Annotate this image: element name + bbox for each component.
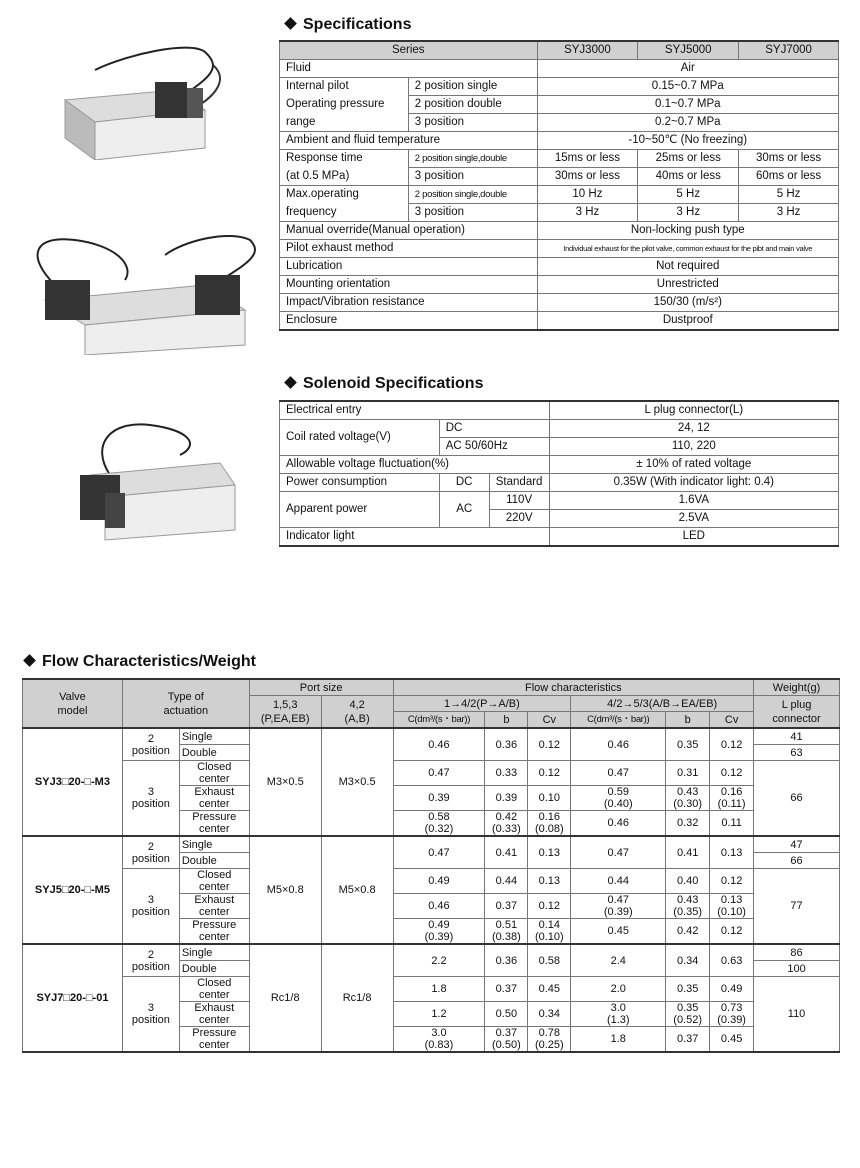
table-cell: Series — [280, 41, 538, 60]
table-cell: 0.58 (0.32) — [393, 811, 485, 837]
table-cell: 3 position — [408, 204, 537, 222]
table-cell: Lubrication — [280, 258, 538, 276]
table-cell: M3×0.5 — [321, 728, 393, 836]
table-cell: 0.47 — [393, 836, 485, 869]
table-cell: Response time — [280, 150, 409, 168]
table-cell: 2 position single,double — [408, 186, 537, 204]
table-cell: 0.47 — [393, 761, 485, 786]
table-cell: DC — [439, 474, 489, 492]
table-cell: 4,2 (A,B) — [321, 696, 393, 729]
table-cell: 2 position single,double — [408, 150, 537, 168]
table-cell: frequency — [280, 204, 409, 222]
table-cell: 0.37 (0.50) — [485, 1027, 528, 1053]
table-cell: Single — [179, 728, 249, 745]
table-cell: Port size — [249, 679, 393, 696]
table-cell: 30ms or less — [739, 150, 839, 168]
flow-row — [23, 944, 840, 961]
table-cell: -10~50℃ (No freezing) — [537, 132, 838, 150]
type-of-actuation-header: Type of actuation — [122, 679, 249, 728]
table-cell: Non-locking push type — [537, 222, 838, 240]
table-cell: 0.36 — [485, 944, 528, 977]
table-cell: 3.0 (0.83) — [393, 1027, 485, 1053]
pos3-label: 3 position — [122, 977, 179, 1053]
model-name: SYJ3□20-□-M3 — [23, 728, 123, 836]
table-cell: 3 position — [408, 168, 537, 186]
table-cell: 0.15~0.7 MPa — [537, 78, 838, 96]
table-cell: Air — [537, 60, 838, 78]
table-cell: Cv — [528, 712, 571, 729]
table-cell: 3 Hz — [537, 204, 638, 222]
table-cell: 0.35 — [666, 977, 710, 1002]
table-cell: 0.44 — [571, 869, 666, 894]
table-cell: Rc1/8 — [249, 944, 321, 1052]
table-cell: 1.6VA — [549, 492, 838, 510]
table-cell: 77 — [754, 869, 840, 945]
table-cell: 2.4 — [571, 944, 666, 977]
table-cell: 0.37 — [485, 894, 528, 919]
table-cell: 0.39 — [485, 786, 528, 811]
flow-table — [22, 678, 840, 1053]
table-cell: range — [280, 114, 409, 132]
table-cell: 110 — [754, 977, 840, 1053]
table-cell: Cv — [710, 712, 754, 729]
table-cell: 0.47 (0.39) — [571, 894, 666, 919]
table-cell: 0.12 — [528, 894, 571, 919]
table-cell: 100 — [754, 961, 840, 977]
table-cell: Weight(g) — [754, 679, 840, 696]
table-cell: 47 — [754, 836, 840, 853]
table-cell: 0.45 — [571, 919, 666, 945]
table-cell: M3×0.5 — [249, 728, 321, 836]
table-cell: 0.49 — [710, 977, 754, 1002]
flow-characteristics-title: Flow Characteristics/Weight — [22, 653, 256, 671]
pos2-label: 2 position — [122, 836, 179, 869]
table-cell: Exhaust center — [179, 1002, 249, 1027]
table-cell: 1.2 — [393, 1002, 485, 1027]
table-cell: Double — [179, 745, 249, 761]
table-cell: 0.78 (0.25) — [528, 1027, 571, 1053]
table-cell: C(dm³/(s・bar)) — [393, 712, 485, 729]
model-name: SYJ7□20-□-01 — [23, 944, 123, 1052]
table-cell: 0.36 — [485, 728, 528, 761]
table-cell: 0.10 — [528, 786, 571, 811]
table-cell: 66 — [754, 761, 840, 837]
table-cell: 2.0 — [571, 977, 666, 1002]
table-cell: 0.11 — [710, 811, 754, 837]
table-cell: 0.35 — [666, 728, 710, 761]
table-cell: 0.47 — [571, 836, 666, 869]
table-cell: Fluid — [280, 60, 538, 78]
table-cell: Exhaust center — [179, 786, 249, 811]
table-cell: 0.42 — [666, 919, 710, 945]
table-cell: 0.32 — [666, 811, 710, 837]
table-cell: Closed center — [179, 977, 249, 1002]
table-cell: 0.13 — [710, 836, 754, 869]
table-cell: 60ms or less — [739, 168, 839, 186]
table-cell: 0.58 — [528, 944, 571, 977]
table-cell: 86 — [754, 944, 840, 961]
table-cell: 3 Hz — [638, 204, 739, 222]
table-cell: LED — [549, 528, 838, 547]
table-cell: 0.12 — [710, 728, 754, 761]
table-cell: Pressure center — [179, 919, 249, 945]
table-cell: (at 0.5 MPa) — [280, 168, 409, 186]
table-cell: 0.33 — [485, 761, 528, 786]
table-cell: 110, 220 — [549, 438, 838, 456]
pos2-label: 2 position — [122, 728, 179, 761]
table-cell: M5×0.8 — [249, 836, 321, 944]
table-cell: 0.41 — [485, 836, 528, 869]
table-cell: Flow characteristics — [393, 679, 754, 696]
table-cell: 1,5,3 (P,EA,EB) — [249, 696, 321, 729]
table-cell: Ambient and fluid temperature — [280, 132, 538, 150]
table-cell: Power consumption — [280, 474, 440, 492]
table-cell: Closed center — [179, 869, 249, 894]
table-cell: Single — [179, 944, 249, 961]
table-cell: 1→4/2(P→A/B) — [393, 696, 571, 712]
table-cell: 220V — [489, 510, 549, 528]
table-cell: 3.0 (1.3) — [571, 1002, 666, 1027]
pos2-label: 2 position — [122, 944, 179, 977]
table-cell: 25ms or less — [638, 150, 739, 168]
table-cell: 15ms or less — [537, 150, 638, 168]
table-cell: Enclosure — [280, 312, 538, 331]
solenoid-table — [279, 400, 839, 547]
table-cell: 0.13 (0.10) — [710, 894, 754, 919]
table-cell: 0.13 — [528, 836, 571, 869]
table-cell: b — [666, 712, 710, 729]
table-cell: M5×0.8 — [321, 836, 393, 944]
table-cell: 150/30 (m/s²) — [537, 294, 838, 312]
table-cell: 0.43 (0.35) — [666, 894, 710, 919]
table-cell: 0.35W (With indicator light: 0.4) — [549, 474, 838, 492]
table-cell: Impact/Vibration resistance — [280, 294, 538, 312]
table-cell: 4/2→5/3(A/B→EA/EB) — [571, 696, 754, 712]
table-cell: 2 position single — [408, 78, 537, 96]
table-cell: DC — [439, 420, 549, 438]
table-cell: L plug connector(L) — [549, 401, 838, 420]
table-cell: 0.41 — [666, 836, 710, 869]
table-cell: SYJ7000 — [739, 41, 839, 60]
table-cell: Rc1/8 — [321, 944, 393, 1052]
table-cell: 0.40 — [666, 869, 710, 894]
table-cell: 2 position double — [408, 96, 537, 114]
table-cell: 1.8 — [571, 1027, 666, 1053]
table-cell: 2.5VA — [549, 510, 838, 528]
table-cell: 0.49 (0.39) — [393, 919, 485, 945]
table-cell: 0.46 — [571, 728, 666, 761]
table-cell: 0.2~0.7 MPa — [537, 114, 838, 132]
table-cell: 41 — [754, 728, 840, 745]
flow-row — [23, 728, 840, 745]
table-cell: 0.51 (0.38) — [485, 919, 528, 945]
table-cell: 3 position — [408, 114, 537, 132]
table-cell: 0.12 — [528, 761, 571, 786]
table-cell: Manual override(Manual operation) — [280, 222, 538, 240]
table-cell: Standard — [489, 474, 549, 492]
table-cell: Apparent power — [280, 492, 440, 528]
table-cell: 0.16 (0.08) — [528, 811, 571, 837]
table-cell: Single — [179, 836, 249, 853]
table-cell: Operating pressure — [280, 96, 409, 114]
solenoid-specifications-title: Solenoid Specifications — [282, 375, 483, 393]
table-cell: 0.34 — [528, 1002, 571, 1027]
valve-photo-single — [55, 40, 230, 160]
specifications-table — [279, 40, 839, 331]
table-cell: Pressure center — [179, 1027, 249, 1053]
table-cell: 1.8 — [393, 977, 485, 1002]
table-cell: SYJ5000 — [638, 41, 739, 60]
table-cell: 0.34 — [666, 944, 710, 977]
table-cell: 30ms or less — [537, 168, 638, 186]
table-cell: AC — [439, 492, 489, 528]
table-cell: 0.39 — [393, 786, 485, 811]
table-cell: Coil rated voltage(V) — [280, 420, 440, 456]
table-cell: 0.44 — [485, 869, 528, 894]
table-cell: Indicator light — [280, 528, 550, 547]
table-cell: AC 50/60Hz — [439, 438, 549, 456]
table-cell: 0.31 — [666, 761, 710, 786]
model-name: SYJ5□20-□-M5 — [23, 836, 123, 944]
table-cell: 0.12 — [710, 869, 754, 894]
table-cell: 10 Hz — [537, 186, 638, 204]
table-cell: Internal pilot — [280, 78, 409, 96]
table-cell: C(dm³/(s・bar)) — [571, 712, 666, 729]
table-cell: 0.50 — [485, 1002, 528, 1027]
table-cell: 0.46 — [393, 728, 485, 761]
table-cell: 5 Hz — [739, 186, 839, 204]
table-cell: 0.43 (0.30) — [666, 786, 710, 811]
table-cell: 0.47 — [571, 761, 666, 786]
pos3-label: 3 position — [122, 761, 179, 837]
table-cell: 66 — [754, 853, 840, 869]
table-cell: SYJ3000 — [537, 41, 638, 60]
table-cell: 110V — [489, 492, 549, 510]
table-cell: 0.13 — [528, 869, 571, 894]
table-cell: 0.37 — [666, 1027, 710, 1053]
valve-photo-double — [15, 225, 270, 355]
table-cell: 0.16 (0.11) — [710, 786, 754, 811]
table-cell: Mounting orientation — [280, 276, 538, 294]
table-cell: 2.2 — [393, 944, 485, 977]
table-cell: 3 Hz — [739, 204, 839, 222]
specifications-title: Specifications — [282, 16, 411, 34]
table-cell: b — [485, 712, 528, 729]
table-cell: 0.37 — [485, 977, 528, 1002]
table-cell: Individual exhaust for the pilot valve, common exhaust for the pibt and main valve — [537, 240, 838, 258]
table-cell: 0.49 — [393, 869, 485, 894]
table-cell: 0.45 — [710, 1027, 754, 1053]
table-cell: 5 Hz — [638, 186, 739, 204]
table-cell: Electrical entry — [280, 401, 550, 420]
table-cell: 40ms or less — [638, 168, 739, 186]
table-cell: Unrestricted — [537, 276, 838, 294]
table-cell: 0.12 — [710, 919, 754, 945]
table-cell: Not required — [537, 258, 838, 276]
table-cell: 0.46 — [571, 811, 666, 837]
table-cell: Max.operating — [280, 186, 409, 204]
table-cell: 0.63 — [710, 944, 754, 977]
table-cell: 0.46 — [393, 894, 485, 919]
table-cell: 0.42 (0.33) — [485, 811, 528, 837]
table-cell: 24, 12 — [549, 420, 838, 438]
table-cell: 0.14 (0.10) — [528, 919, 571, 945]
table-cell: 0.73 (0.39) — [710, 1002, 754, 1027]
table-cell: 63 — [754, 745, 840, 761]
table-cell: 0.45 — [528, 977, 571, 1002]
pos3-label: 3 position — [122, 869, 179, 945]
table-cell: Exhaust center — [179, 894, 249, 919]
valve-model-header: Valve model — [23, 679, 123, 728]
table-cell: L plug connector — [754, 696, 840, 729]
table-cell: Double — [179, 961, 249, 977]
table-cell: Double — [179, 853, 249, 869]
table-cell: 0.35 (0.52) — [666, 1002, 710, 1027]
table-cell: 0.59 (0.40) — [571, 786, 666, 811]
table-cell: Pressure center — [179, 811, 249, 837]
table-cell: Dustproof — [537, 312, 838, 331]
table-cell: 0.12 — [528, 728, 571, 761]
table-cell: Pilot exhaust method — [280, 240, 538, 258]
table-cell: Allowable voltage fluctuation(%) — [280, 456, 550, 474]
valve-photo-3position — [50, 415, 240, 545]
table-cell: 0.1~0.7 MPa — [537, 96, 838, 114]
table-cell: Closed center — [179, 761, 249, 786]
table-cell: ± 10% of rated voltage — [549, 456, 838, 474]
flow-row — [23, 836, 840, 853]
table-cell: 0.12 — [710, 761, 754, 786]
series-row — [280, 41, 839, 60]
